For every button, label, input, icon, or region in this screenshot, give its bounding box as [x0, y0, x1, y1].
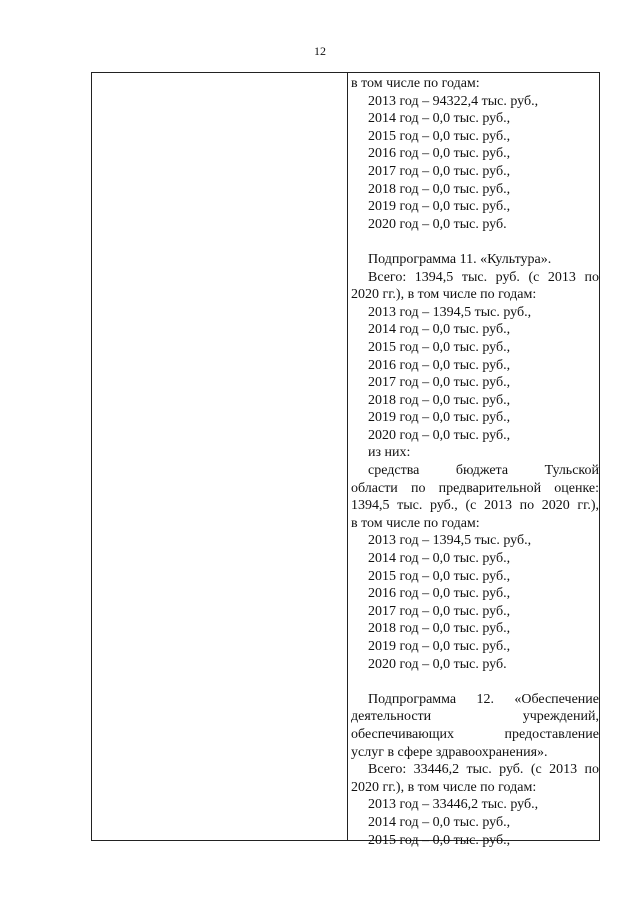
subprogram-12-title: Подпрограмма 12. «Обеспечение — [368, 691, 599, 707]
budget-line: в том числе по годам: — [351, 515, 480, 531]
year-line: 2017 год – 0,0 тыс. руб., — [368, 375, 511, 391]
year-line: 2014 год – 0,0 тыс. руб., — [368, 814, 511, 830]
subprogram-12-total: Всего: 33446,2 тыс. руб. (с 2013 по — [368, 762, 599, 778]
year-line: 2013 год – 33446,2 тыс. руб., — [368, 797, 539, 813]
intro-line: в том числе по годам: — [351, 76, 480, 91]
subprogram-11-total: Всего: 1394,5 тыс. руб. (с 2013 по — [368, 269, 599, 285]
year-line: 2015 год – 0,0 тыс. руб., — [368, 568, 511, 584]
page-number: 12 — [314, 44, 326, 58]
program-table — [91, 72, 600, 848]
subprogram-12-title-cont: услуг в сфере здравоохранения». — [351, 744, 548, 760]
subprogram-12-title-cont: обеспечивающих предоставление — [351, 726, 599, 742]
subprogram-12-total-cont: 2020 гг.), в том числе по годам: — [351, 779, 537, 795]
year-line: 2016 год – 0,0 тыс. руб., — [368, 586, 511, 602]
year-list-a — [351, 93, 599, 234]
column-divider — [347, 73, 348, 840]
year-line: 2015 год – 0,0 тыс. руб., — [368, 832, 511, 848]
year-list-c — [351, 532, 599, 673]
subprogram-11-total-cont: 2020 гг.), в том числе по годам: — [351, 287, 537, 303]
year-line: 2015 год – 0,0 тыс. руб., — [368, 128, 511, 144]
year-line: 2014 год – 0,0 тыс. руб., — [368, 111, 511, 127]
year-line: 2014 год – 0,0 тыс. руб., — [368, 322, 511, 338]
year-line: 2013 год – 94322,4 тыс. руб., — [368, 93, 539, 109]
year-line: 2019 год – 0,0 тыс. руб., — [368, 410, 511, 426]
year-line: 2014 год – 0,0 тыс. руб., — [368, 551, 511, 567]
budget-line: средства бюджета Тульской — [368, 463, 599, 479]
year-line: 2017 год – 0,0 тыс. руб., — [368, 603, 511, 619]
year-line: 2015 год – 0,0 тыс. руб., — [368, 339, 511, 355]
year-line: 2016 год – 0,0 тыс. руб., — [368, 357, 511, 373]
year-line: 2019 год – 0,0 тыс. руб., — [368, 199, 511, 215]
year-line: 2020 год – 0,0 тыс. руб., — [368, 427, 511, 443]
year-line: 2018 год – 0,0 тыс. руб., — [368, 392, 511, 408]
year-line: 2013 год – 1394,5 тыс. руб., — [368, 533, 532, 549]
subprogram-12-title-cont: деятельности учреждений, — [351, 709, 599, 725]
year-line: 2019 год – 0,0 тыс. руб., — [368, 639, 511, 654]
year-line: 2020 год – 0,0 тыс. руб. — [368, 656, 507, 672]
year-line: 2020 год – 0,0 тыс. руб. — [368, 216, 507, 232]
year-line: 2017 год – 0,0 тыс. руб., — [368, 163, 511, 179]
year-line: 2013 год – 1394,5 тыс. руб., — [368, 304, 532, 320]
year-line: 2018 год – 0,0 тыс. руб., — [368, 621, 511, 637]
budget-line: области по предварительной оценке: — [351, 480, 599, 496]
of-them-line: из них: — [368, 445, 411, 461]
budget-line: 1394,5 тыс. руб., (с 2013 по 2020 гг.), — [351, 498, 599, 514]
subprogram-11-title: Подпрограмма 11. «Культура». — [368, 251, 552, 267]
year-list-d — [351, 796, 599, 849]
year-line: 2018 год – 0,0 тыс. руб., — [368, 181, 511, 197]
right-cell — [351, 75, 599, 849]
year-line: 2016 год – 0,0 тыс. руб., — [368, 146, 511, 162]
year-list-b — [351, 304, 599, 445]
